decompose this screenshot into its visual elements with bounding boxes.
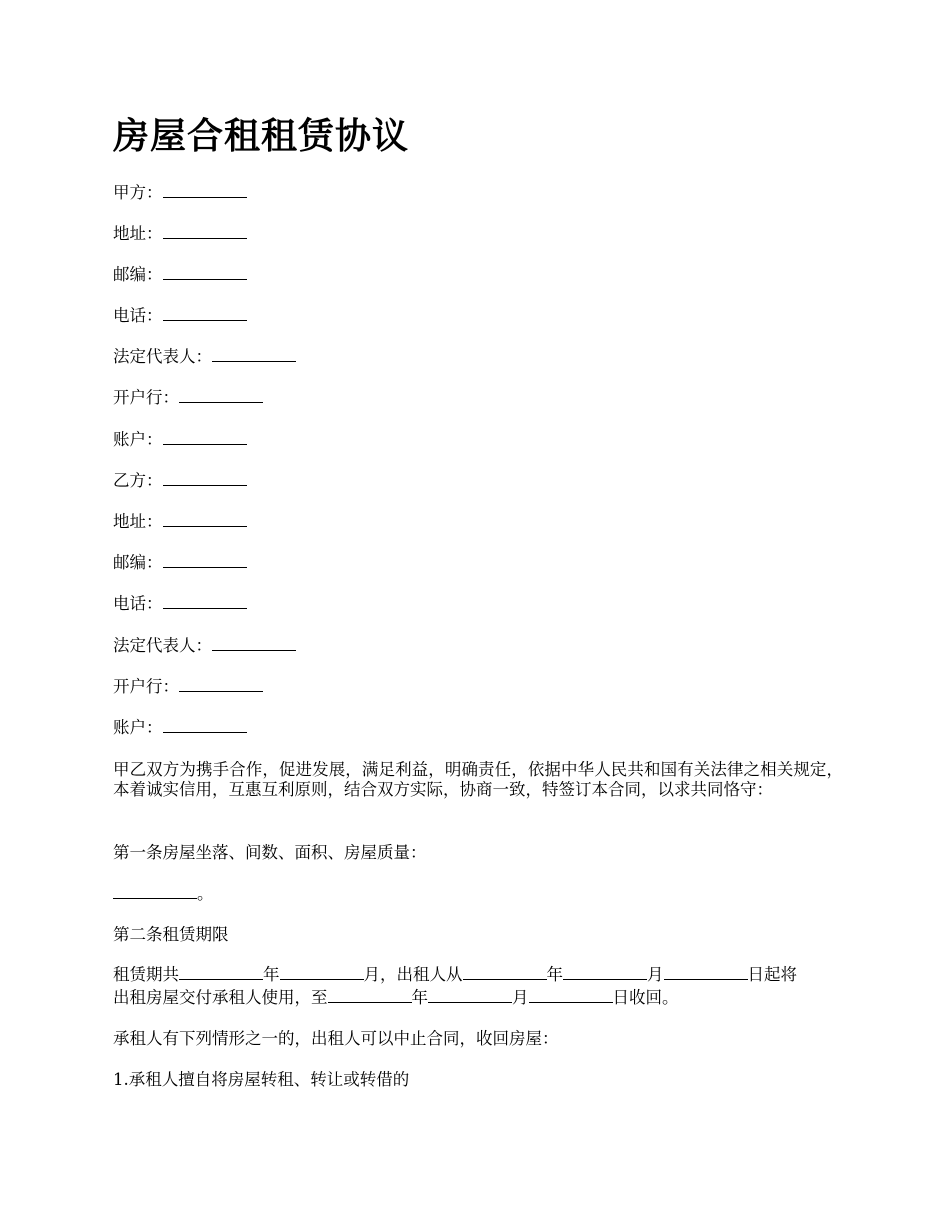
term-months-blank[interactable] [280,965,364,980]
document-title: 房屋合租租赁协议 [113,115,410,157]
start-day-blank[interactable] [664,965,748,980]
party-a-account-blank[interactable] [163,430,247,445]
party-a-postcode-label: 邮编： [113,265,163,284]
party-b-phone-label: 电话： [113,594,163,613]
party-b-account-blank[interactable] [163,718,247,733]
preamble-paragraph: 甲乙双方为携手合作，促进发展，满足利益，明确责任，依据中华人民共和国有关法律之相关规定，本着诚实信用，互惠互利原则，结合双方实际，协商一致，特签订本合同，以求共同恪守： [113,760,843,799]
term-years-blank[interactable] [179,965,263,980]
party-b-phone-blank[interactable] [163,594,247,609]
party-b-postcode-blank[interactable] [163,553,247,568]
end-month-blank[interactable] [428,988,512,1003]
party-b-name-blank[interactable] [163,471,247,486]
party-b-account-line [113,718,843,738]
article2-term-line-2 [113,988,843,1008]
party-b-postcode-line [113,553,843,573]
party-a-address-label: 地址： [113,224,163,243]
party-a-postcode-line [113,265,843,285]
party-b-address-label: 地址： [113,512,163,531]
party-b-account-label: 账户： [113,718,163,737]
end-year-blank[interactable] [328,988,412,1003]
term-text-10: 日收回。 [612,988,679,1007]
party-b-address-blank[interactable] [163,512,247,527]
term-text-9: 月 [512,988,529,1007]
party-b-legal-rep-label: 法定代表人： [113,636,212,655]
termination-item-1: 1.承租人擅自将房屋转租、转让或转借的 [113,1070,410,1089]
party-b-bank-line [113,677,843,697]
party-b-name-label: 乙方： [113,471,163,490]
article1-blank[interactable] [113,884,197,899]
party-a-phone-line [113,306,843,326]
term-text-5: 月 [647,965,664,984]
start-year-blank[interactable] [463,965,547,980]
party-a-name-blank[interactable] [163,183,247,198]
party-a-bank-label: 开户行： [113,388,179,407]
term-text-7: 出租房屋交付承租人使用，至 [113,988,328,1007]
party-a-phone-blank[interactable] [163,306,247,321]
party-a-name-label: 甲方： [113,183,163,202]
party-a-account-label: 账户： [113,430,163,449]
party-a-legal-rep-blank[interactable] [212,347,296,362]
party-b-bank-label: 开户行： [113,677,179,696]
party-a-name-line [113,183,843,203]
term-text-8: 年 [411,988,428,1007]
start-month-blank[interactable] [563,965,647,980]
article1-fill-end: 。 [197,884,214,903]
party-a-address-line [113,224,843,244]
party-b-postcode-label: 邮编： [113,553,163,572]
party-b-legal-rep-line [113,636,843,656]
termination-intro: 承租人有下列情形之一的，出租人可以中止合同，收回房屋： [113,1029,559,1048]
party-a-postcode-blank[interactable] [163,265,247,280]
party-a-bank-line [113,388,843,408]
term-text-3: 月，出租人从 [363,965,463,984]
party-a-phone-label: 电话： [113,306,163,325]
term-text-6: 日起将 [747,965,797,984]
term-text-4: 年 [546,965,563,984]
party-b-address-line [113,512,843,532]
article1-heading: 第一条房屋坐落、间数、面积、房屋质量： [113,843,427,862]
term-text-2: 年 [263,965,280,984]
article2-heading: 第二条租赁期限 [113,925,229,944]
term-text-1: 租赁期共 [113,965,179,984]
party-a-address-blank[interactable] [163,224,247,239]
party-a-bank-blank[interactable] [179,388,263,403]
party-a-account-line [113,430,843,450]
party-b-bank-blank[interactable] [179,677,263,692]
party-a-legal-rep-line [113,347,843,367]
article2-term-line-1 [113,965,843,985]
party-a-legal-rep-label: 法定代表人： [113,347,212,366]
article1-fill-line [113,884,843,904]
party-b-phone-line [113,594,843,614]
end-day-blank[interactable] [529,988,613,1003]
party-b-name-line [113,471,843,491]
party-b-legal-rep-blank[interactable] [212,636,296,651]
